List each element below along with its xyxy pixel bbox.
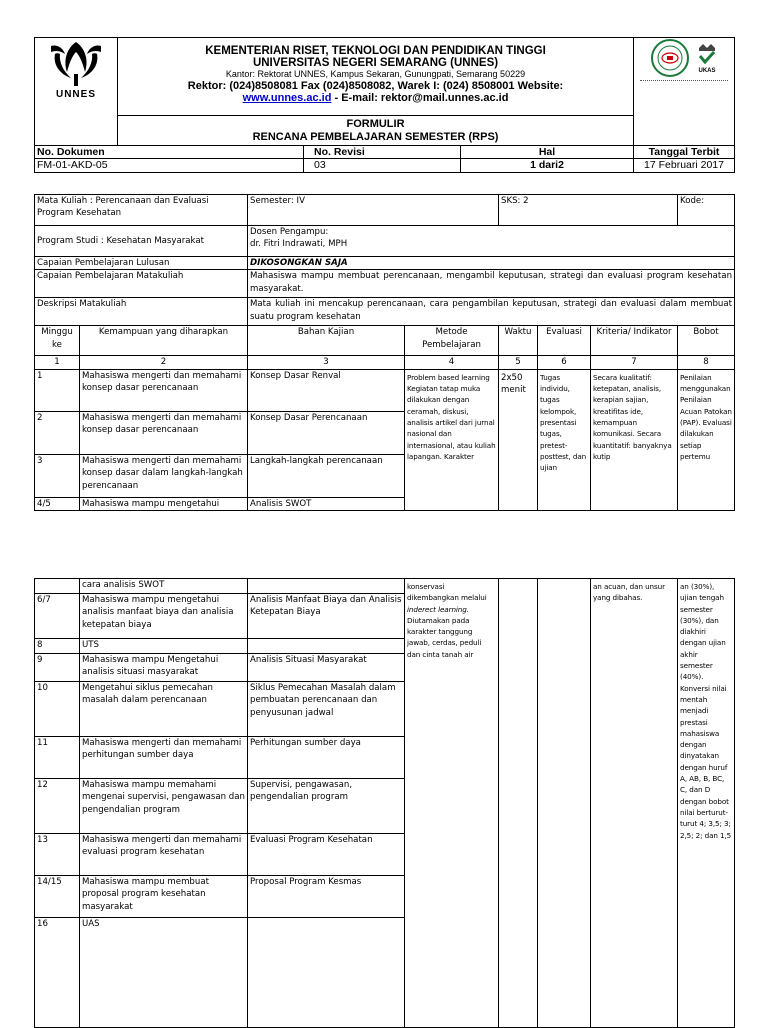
- page-value: 1 dari2: [461, 159, 634, 173]
- material-cell: Perhitungan sumber daya: [248, 737, 405, 779]
- lecturer-label: Dosen Pengampu:: [250, 227, 329, 237]
- week-cell: 9: [35, 654, 80, 682]
- issue-date-value: 17 Februari 2017: [634, 159, 735, 173]
- week-cell: 16: [35, 918, 80, 1028]
- ukas-label: UKAS: [698, 68, 716, 74]
- week-cell: 11: [35, 737, 80, 779]
- iso-certification-seal-icon: [650, 38, 690, 78]
- time-merged-cell: 2x50 menit: [499, 369, 538, 510]
- ability-cell: Mahasiswa mampu Mengetahui analisis situasi masyarakat: [80, 654, 248, 682]
- course-description-value: Mata kuliah ini mencakup perencanaan, cara pengambilan keputusan, strategi dan evaluasi dalam membuat suatu program kesehatan: [248, 298, 735, 326]
- ukas-crown-check-icon: [696, 42, 718, 68]
- week-cell: [35, 579, 80, 594]
- col-header-evaluation: Evaluasi: [538, 326, 591, 356]
- doc-number-label: No. Dokumen: [35, 146, 304, 159]
- doc-number-value: FM-01-AKD-05: [35, 159, 304, 173]
- web-email-line: [118, 92, 633, 104]
- revision-label: No. Revisi: [304, 146, 461, 159]
- course-name: Mata Kuliah : Perencanaan dan Evaluasi Program Kesehatan: [35, 195, 248, 226]
- issue-date-label: Tanggal Terbit: [634, 146, 735, 159]
- table-row: [35, 369, 735, 411]
- week-cell: 6/7: [35, 594, 80, 639]
- col-number: 1: [35, 356, 80, 369]
- col-header-criteria: Kriteria/ Indikator: [591, 326, 678, 356]
- ability-cell: Mengetahui siklus pemecahan masalah dalam perencanaan: [80, 682, 248, 737]
- graduate-outcome-label: Capaian Pembelajaran Lulusan: [35, 257, 248, 270]
- header-title-cell: [118, 38, 634, 116]
- week-cell: 2: [35, 411, 80, 454]
- week-cell: 13: [35, 834, 80, 876]
- col-header-ability: Kemampuan yang diharapkan: [80, 326, 248, 356]
- evaluation-merged-cell: [538, 579, 591, 1028]
- page-label: Hal: [461, 146, 634, 159]
- criteria-merged-cell: Secara kualitatif: ketepatan, analisis, kerapian sajian, kreatifitas ide, kemampuan komunikasi. Secara kuantitatif: banyaknya kutip: [591, 369, 678, 510]
- week-cell: 8: [35, 639, 80, 654]
- revision-value: 03: [304, 159, 461, 173]
- form-label: FORMULIR: [346, 118, 405, 130]
- table-row: [35, 579, 735, 594]
- material-cell: Langkah-langkah perencanaan: [248, 454, 405, 497]
- col-number: 7: [591, 356, 678, 369]
- ability-cell: UTS: [80, 639, 248, 654]
- criteria-merged-cell: an acuan, dan unsur yang dibahas.: [591, 579, 678, 1028]
- office-address: Kantor: Rektorat UNNES, Kampus Sekaran, Gunungpati, Semarang 50229: [225, 69, 526, 79]
- col-header-time: Waktu: [499, 326, 538, 356]
- material-cell: Konsep Dasar Renval: [248, 369, 405, 411]
- ability-cell: Mahasiswa mengerti dan memahami konsep dasar dalam langkah-langkah perencanaan: [80, 454, 248, 497]
- week-cell: 4/5: [35, 497, 80, 510]
- col-header-week: Minggu ke: [35, 326, 80, 356]
- material-cell: [248, 639, 405, 654]
- course-code: Kode:: [678, 195, 735, 226]
- graduate-outcome-value: DIKOSONGKAN SAJA: [248, 257, 735, 270]
- col-number: 4: [405, 356, 499, 369]
- ability-cell: Mahasiswa mampu mengetahui analisis manfaat biaya dan analisia ketepatan biaya: [80, 594, 248, 639]
- weight-merged-cell: Penilaian menggunakan Penilaian Acuan Patokan (PAP). Evaluasi dilakukan setiap pertemu: [678, 369, 735, 510]
- col-header-weight: Bobot: [678, 326, 735, 356]
- weight-merged-cell: an (30%), ujian tengah semester (30%), dan diakhiri dengan ujian akhir semester (40%). Konversi nilai mentah menjadi prestasi mahasiswa dengan dinyatakan dengan huruf A, AB, B, BC, C, dan D dengan bobot nilai berturut-turut 4; 3,5; 3; 2,5; 2; dan 1,5: [678, 579, 735, 1028]
- logo-text: UNNES: [55, 89, 96, 100]
- col-number: 6: [538, 356, 591, 369]
- email-text: - E-mail: rektor@mail.unnes.ac.id: [331, 92, 509, 104]
- material-cell: Analisis SWOT: [248, 497, 405, 510]
- material-cell: Supervisi, pengawasan, pengendalian program: [248, 779, 405, 834]
- col-header-study-material: Bahan Kajian: [248, 326, 405, 356]
- week-cell: 12: [35, 779, 80, 834]
- material-cell: Analisis Situasi Masyarakat: [248, 654, 405, 682]
- ministry-name: KEMENTERIAN RISET, TEKNOLOGI DAN PENDIDIKAN TINGGI: [205, 45, 546, 57]
- week-cell: 3: [35, 454, 80, 497]
- ability-cell: Mahasiswa mampu membuat proposal program kesehatan masyarakat: [80, 876, 248, 918]
- form-title-cell: [118, 116, 634, 146]
- document-header: [34, 37, 735, 173]
- col-number: 5: [499, 356, 538, 369]
- method-merged-cell: Problem based learning Kegiatan tatap muka dilakukan dengan ceramah, diskusi, analisis artikel dari jurnal nasional dan internasional, atau kuliah lapangan. Karakter: [405, 369, 499, 510]
- col-number: 2: [80, 356, 248, 369]
- ability-cell: Mahasiswa mampu mengetahui: [80, 497, 248, 510]
- ability-cell: Mahasiswa mampu memahami mengenai supervisi, pengawasan dan pengendalian program: [80, 779, 248, 834]
- university-name: UNIVERSITAS NEGERI SEMARANG (UNNES): [252, 57, 499, 69]
- material-cell: [248, 918, 405, 1028]
- lecturer-cell: [248, 226, 735, 257]
- evaluation-merged-cell: Tugas individu, tugas kelompok, presentasi tugas, pretest-posttest, dan ujian: [538, 369, 591, 510]
- semester: Semester: IV: [248, 195, 499, 226]
- website-link[interactable]: www.unnes.ac.id: [242, 92, 332, 104]
- time-merged-cell: [499, 579, 538, 1028]
- rps-table-part-1: [34, 194, 735, 511]
- ability-cell: Mahasiswa mengerti dan memahami konsep dasar perencanaan: [80, 369, 248, 411]
- certification-cell: [634, 38, 735, 146]
- method-merged-cell: konservasi dikembangkan melalui inderect learning. Diutamakan pada karakter tanggung jawab, cerdas, peduli dan cinta tanah air: [405, 579, 499, 1028]
- material-cell: [248, 579, 405, 594]
- ability-cell: cara analisis SWOT: [80, 579, 248, 594]
- unnes-logo-icon: [49, 38, 103, 88]
- lecturer-name: dr. Fitri Indrawati, MPH: [250, 239, 348, 250]
- ability-cell: Mahasiswa mengerti dan memahami perhitungan sumber daya: [80, 737, 248, 779]
- contact-line: Rektor: (024)8508081 Fax (024)8508082, Warek I: (024) 8508001 Website:: [187, 80, 564, 92]
- material-cell: Konsep Dasar Perencanaan: [248, 411, 405, 454]
- week-cell: 1: [35, 369, 80, 411]
- material-cell: Proposal Program Kesmas: [248, 876, 405, 918]
- ability-cell: Mahasiswa mengerti dan memahami konsep dasar perencanaan: [80, 411, 248, 454]
- certification-caption-line: [640, 80, 728, 83]
- form-title: RENCANA PEMBELAJARAN SEMESTER (RPS): [252, 131, 499, 143]
- week-cell: 10: [35, 682, 80, 737]
- material-cell: Evaluasi Program Kesehatan: [248, 834, 405, 876]
- course-outcome-value: Mahasiswa mampu membuat perencanaan, mengambil keputusan, strategi dan evaluasi program kesehatan masyarakat.: [248, 270, 735, 298]
- logo-cell: [35, 38, 118, 146]
- course-description-label: Deskripsi Matakuliah: [35, 298, 248, 326]
- ability-cell: UAS: [80, 918, 248, 1028]
- rps-table-part-2: [34, 578, 735, 1028]
- week-cell: 14/15: [35, 876, 80, 918]
- material-cell: Siklus Pemecahan Masalah dalam pembuatan perencanaan dan penyusunan jadwal: [248, 682, 405, 737]
- material-cell: Analisis Manfaat Biaya dan Analisis Ketepatan Biaya: [248, 594, 405, 639]
- course-outcome-label: Capaian Pembelajaran Matakuliah: [35, 270, 248, 298]
- study-program: Program Studi : Kesehatan Masyarakat: [35, 226, 248, 257]
- col-number: 8: [678, 356, 735, 369]
- ability-cell: Mahasiswa mengerti dan memahami evaluasi program kesehatan: [80, 834, 248, 876]
- col-number: 3: [248, 356, 405, 369]
- col-header-method: Metode Pembelajaran: [405, 326, 499, 356]
- credits: SKS: 2: [499, 195, 678, 226]
